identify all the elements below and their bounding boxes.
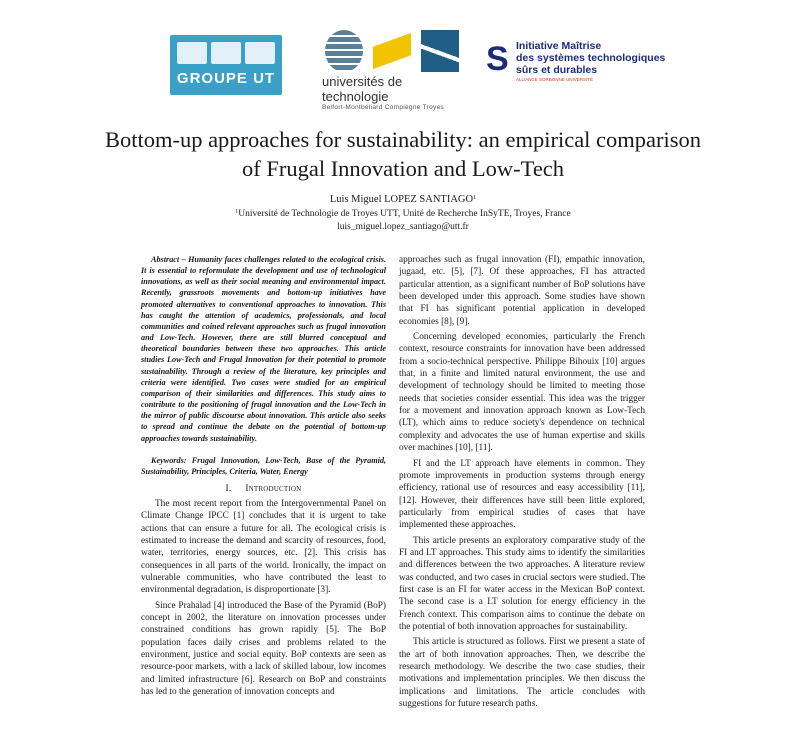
right-paragraph-1: approaches such as frugal innovation (FI), empathic innovation, jugaad, etc. [5], [7]. Of these approaches, FI has attracted particular attention, as a significant number of BoP solutions have been developed under this approach. Some studies have shown that FI has significant potential application in developed economies [8], [9]. bbox=[399, 255, 645, 327]
affiliation-line bbox=[0, 208, 806, 220]
abstract: Abstract – Humanity faces challenges related to the ecological crisis. It is essential to reformulate the development and use of technological innovations, as well as their social meaning and environmental impact. Recently, grassroots movements and bottom-up initiatives have promoted alternatives to conventional approaches to innovation. This has caught the attention of academics, professionals, and local communities and coined relevant approaches such as frugal innovation and Low-Tech. However, there are still blurred conceptual and theoretical boundaries between these two approaches. This article studies Low-Tech and Frugal Innovation for their potential to promote sustainability. Through a review of the literature, key principles and criteria were identified. Two cases were studied for an empirical comparison of their similarities and differences. This study aims to contribute to the positioning of frugal innovation and the Low-Tech in the mirror of public discourse about innovation. This article also seeks to spread and continue the debate on the potential of bottom-up approaches towards sustainability. bbox=[141, 255, 386, 443]
imsst-line-2: des systèmes technologiques bbox=[516, 52, 666, 64]
right-column bbox=[399, 254, 645, 710]
keywords: Keywords: Frugal Innovation, Low-Tech, Base of the Pyramid, Sustainability, Principles, Criteria, Water, Energy bbox=[141, 455, 386, 476]
imsst-line-3: sûrs et durables bbox=[516, 64, 598, 76]
affiliation: Université de Technologie de Troyes UTT, Unité de Recherche InSyTE, Troyes, France bbox=[238, 209, 571, 219]
right-paragraph-4: This article presents an exploratory comparative study of the FI and LT approaches. This study aims to identify the similarities and differences between the two approaches. A literature review was conducted, and two cases in crucial sectors were studied. The first case is an FI for water access in the Mexican BoP context. The second case is a LT solution for energy efficiency in the French context. This comparison aims to continue the debate on the potential of both innovation approaches for sustainability. bbox=[399, 535, 645, 632]
universites-logo-marks bbox=[325, 30, 472, 72]
author-line bbox=[0, 194, 806, 206]
universites-de-technologie-logo bbox=[322, 30, 472, 111]
groupe-ut-logo-icons bbox=[170, 35, 282, 64]
imsst-line-1: Initiative Maîtrise bbox=[516, 40, 602, 52]
section-title: Introduction bbox=[245, 483, 302, 494]
imsst-tagline: ALLIANCE SORBONNE UNIVERSITÉ bbox=[516, 77, 594, 82]
author-email: luis_miguel.lopez_santiago@utt.fr bbox=[337, 222, 469, 232]
left-column bbox=[141, 254, 386, 698]
left-paragraph-1: The most recent report from the Intergovernmental Panel on Climate Change IPCC [1] concludes that it is urgent to take actions that can ensure a future for all. The ecological crisis is estimated to increase the demand and scarcity of resources, food, water, territories, energy sources, etc. [2]. This crisis has consequences in all parts of the world. Ironically, the impact on vulnerable communities, who have contributed the least to environmental degradation, is disproportionate [3]. bbox=[141, 498, 386, 596]
header-logos bbox=[0, 30, 806, 110]
universites-logo-name: universités de technologie bbox=[322, 74, 403, 104]
groupe-ut-logo bbox=[170, 35, 282, 95]
section-number: I. bbox=[225, 483, 232, 494]
author-name: Luis Miguel LOPEZ SANTIAGO bbox=[329, 194, 474, 205]
right-paragraph-5: This article is structured as follows. First we present a state of the art of both innovation approaches. Then, we describe the research methodology. We describe the two case studies, their motivations and implementation principles. We then discuss the implications and limitations. The article concludes with suggestions for future research paths. bbox=[399, 637, 645, 710]
section-heading-introduction bbox=[141, 483, 386, 495]
imsst-logo bbox=[486, 40, 676, 90]
left-paragraph-2: Since Prahalad [4] introduced the Base of the Pyramid (BoP) concept in 2002, the literature on innovation processes under constrained conditions has grown rapidly [5]. The BoP population faces daily crises and problems related to the environment, justice and social equity. BoP contexts are seen as resource-poor markets, with a lack of skilled labour, low incomes and limited infrastructure [6]. Research on BoP and constraints has led to the generation of innovation concepts and bbox=[141, 600, 386, 698]
right-paragraph-3: FI and the LT approach have elements in common. They promote improvements in production systems through energy efficiency, rational use of resources and easy accessibility [11], [12]. However, their differences have still been little explored, particularly from empirical studies of cases that have implemented these approaches. bbox=[399, 458, 645, 531]
right-paragraph-2: Concerning developed economies, particularly the French context, resource constraints for innovation have been addressed from a socio-technical perspective. Philippe Bihouix [10] argues that, in a finite and limited natural environment, the use and development of technology should be limited to meeting those needs that societies consider essential. This idea was the trigger for a movement and innovation approach known as Low-Tech (LT), which aims to reduce society's dependence on technical complexity and advocates the use of human expertise and skills over machines [10], [11]. bbox=[399, 332, 645, 454]
paper-title: Bottom-up approaches for sustainability: an empirical comparison of Frugal Innovation and Low-Tech bbox=[104, 127, 702, 181]
groupe-ut-logo-text: GROUPE UT bbox=[176, 70, 276, 87]
affiliation-superscript: 1 bbox=[235, 209, 239, 215]
imsst-s-icon: S bbox=[486, 40, 509, 78]
author-superscript: 1 bbox=[473, 195, 477, 201]
universites-logo-subtitle: Belfort-Montbéliard Compiègne Troyes bbox=[322, 104, 445, 111]
